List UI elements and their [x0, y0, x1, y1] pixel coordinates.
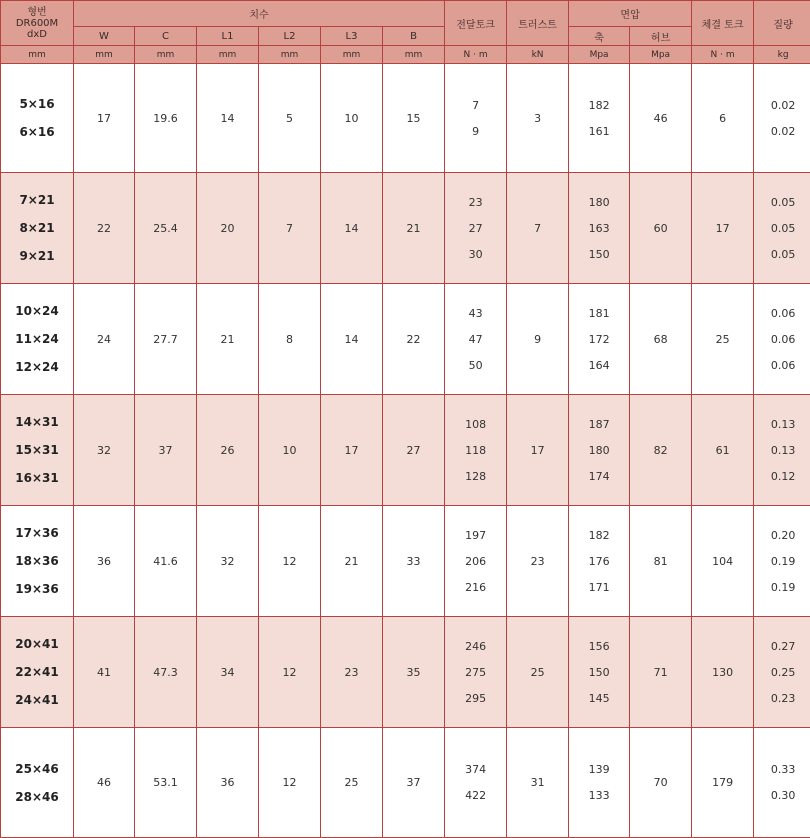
shaft-pressure-cell-value: 133	[569, 789, 629, 802]
col-header-hub: 허브	[630, 27, 692, 46]
thrust-cell: 17	[507, 395, 569, 506]
shaft-pressure-cell	[569, 395, 630, 506]
shaft-pressure-cell-value: 182	[569, 529, 629, 542]
model-header-line3: dxD	[1, 29, 73, 40]
torque-cell-value: 128	[445, 470, 506, 483]
l3-cell: 14	[321, 284, 383, 395]
model-cell	[1, 506, 74, 617]
mass-cell-value: 0.05	[754, 222, 810, 235]
hub-pressure-cell: 46	[630, 64, 692, 173]
thrust-cell: 9	[507, 284, 569, 395]
unit-shaft: Mpa	[569, 46, 630, 64]
model-cell-value: 5×16	[1, 97, 73, 111]
thrust-cell: 7	[507, 173, 569, 284]
shaft-pressure-cell	[569, 617, 630, 728]
l3-cell: 23	[321, 617, 383, 728]
hub-pressure-cell: 71	[630, 617, 692, 728]
torque-cell-value: 197	[445, 529, 506, 542]
w-cell: 24	[74, 284, 135, 395]
model-cell-value: 17×36	[1, 526, 73, 540]
torque-cell	[445, 728, 507, 838]
l1-cell: 26	[197, 395, 259, 506]
mass-cell	[754, 64, 810, 173]
w-cell: 22	[74, 173, 135, 284]
model-cell	[1, 64, 74, 173]
torque-cell-value: 23	[445, 196, 506, 209]
l2-cell: 7	[259, 173, 321, 284]
shaft-pressure-cell	[569, 506, 630, 617]
mass-cell-value: 0.02	[754, 99, 810, 112]
tightening-torque-cell: 179	[692, 728, 754, 838]
c-cell: 25.4	[135, 173, 197, 284]
shaft-pressure-cell-value: 161	[569, 125, 629, 138]
b-cell: 27	[383, 395, 445, 506]
mass-cell-value: 0.12	[754, 470, 810, 483]
table-row	[1, 173, 810, 284]
mass-cell-value: 0.05	[754, 248, 810, 261]
mass-cell-value: 0.19	[754, 581, 810, 594]
tightening-torque-cell: 61	[692, 395, 754, 506]
mass-cell	[754, 395, 810, 506]
torque-cell	[445, 284, 507, 395]
model-cell-value: 14×31	[1, 415, 73, 429]
l1-cell: 21	[197, 284, 259, 395]
torque-cell-value: 246	[445, 640, 506, 653]
l1-cell: 36	[197, 728, 259, 838]
model-cell-value: 16×31	[1, 471, 73, 485]
model-cell	[1, 173, 74, 284]
model-cell-value: 6×16	[1, 125, 73, 139]
shaft-pressure-cell-value: 156	[569, 640, 629, 653]
torque-cell-value: 295	[445, 692, 506, 705]
c-cell: 19.6	[135, 64, 197, 173]
unit-l3: mm	[321, 46, 383, 64]
unit-mass: kg	[754, 46, 810, 64]
pressure-group-header: 면압	[569, 1, 692, 27]
dimensions-group-header: 치수	[74, 1, 445, 27]
col-header-c: C	[135, 27, 197, 46]
l2-cell: 10	[259, 395, 321, 506]
torque-cell	[445, 395, 507, 506]
c-cell: 27.7	[135, 284, 197, 395]
model-cell-value: 9×21	[1, 249, 73, 263]
model-cell-value: 10×24	[1, 304, 73, 318]
l2-cell: 12	[259, 728, 321, 838]
mass-header: 질량	[754, 1, 810, 46]
model-cell-value: 28×46	[1, 790, 73, 804]
model-cell-value: 25×46	[1, 762, 73, 776]
table-row	[1, 284, 810, 395]
torque-cell-value: 216	[445, 581, 506, 594]
c-cell: 53.1	[135, 728, 197, 838]
tightening-torque-cell: 17	[692, 173, 754, 284]
mass-cell-value: 0.02	[754, 125, 810, 138]
unit-l1: mm	[197, 46, 259, 64]
b-cell: 35	[383, 617, 445, 728]
shaft-pressure-cell-value: 150	[569, 248, 629, 261]
l3-cell: 17	[321, 395, 383, 506]
hub-pressure-cell: 60	[630, 173, 692, 284]
unit-c: mm	[135, 46, 197, 64]
unit-b: mm	[383, 46, 445, 64]
model-header-line1: 형번	[1, 7, 73, 18]
table-row	[1, 506, 810, 617]
unit-hub: Mpa	[630, 46, 692, 64]
hub-pressure-cell: 82	[630, 395, 692, 506]
model-cell-value: 11×24	[1, 332, 73, 346]
torque-cell-value: 422	[445, 789, 506, 802]
unit-torque: N · m	[445, 46, 507, 64]
torque-cell-value: 43	[445, 307, 506, 320]
col-header-w: W	[74, 27, 135, 46]
hub-pressure-cell: 68	[630, 284, 692, 395]
torque-cell-value: 118	[445, 444, 506, 457]
w-cell: 32	[74, 395, 135, 506]
c-cell: 41.6	[135, 506, 197, 617]
mass-cell	[754, 506, 810, 617]
l3-cell: 25	[321, 728, 383, 838]
w-cell: 46	[74, 728, 135, 838]
model-cell-value: 18×36	[1, 554, 73, 568]
torque-cell-value: 50	[445, 359, 506, 372]
l1-cell: 32	[197, 506, 259, 617]
mass-cell-value: 0.20	[754, 529, 810, 542]
model-cell-value: 24×41	[1, 693, 73, 707]
model-cell-value: 20×41	[1, 637, 73, 651]
torque-cell-value: 27	[445, 222, 506, 235]
shaft-pressure-cell-value: 172	[569, 333, 629, 346]
torque-cell	[445, 173, 507, 284]
model-cell-value: 19×36	[1, 582, 73, 596]
shaft-pressure-cell-value: 180	[569, 444, 629, 457]
model-cell-value: 15×31	[1, 443, 73, 457]
torque-header: 전달토크	[445, 1, 507, 46]
mass-cell	[754, 284, 810, 395]
mass-cell-value: 0.25	[754, 666, 810, 679]
thrust-cell: 31	[507, 728, 569, 838]
shaft-pressure-cell-value: 163	[569, 222, 629, 235]
mass-cell-value: 0.05	[754, 196, 810, 209]
shaft-pressure-cell-value: 171	[569, 581, 629, 594]
mass-cell-value: 0.06	[754, 359, 810, 372]
torque-cell-value: 275	[445, 666, 506, 679]
table-row	[1, 617, 810, 728]
col-header-l3: L3	[321, 27, 383, 46]
thrust-cell: 25	[507, 617, 569, 728]
c-cell: 37	[135, 395, 197, 506]
model-cell-value: 12×24	[1, 360, 73, 374]
mass-cell	[754, 173, 810, 284]
unit-model: mm	[1, 46, 74, 64]
mass-cell-value: 0.27	[754, 640, 810, 653]
model-cell	[1, 617, 74, 728]
b-cell: 33	[383, 506, 445, 617]
model-cell	[1, 395, 74, 506]
shaft-pressure-cell-value: 150	[569, 666, 629, 679]
l3-cell: 14	[321, 173, 383, 284]
table-row	[1, 395, 810, 506]
l2-cell: 5	[259, 64, 321, 173]
torque-cell-value: 7	[445, 99, 506, 112]
torque-cell	[445, 64, 507, 173]
tightening-torque-cell: 25	[692, 284, 754, 395]
thrust-header: 트러스트	[507, 1, 569, 46]
mass-cell	[754, 728, 810, 838]
hub-pressure-cell: 81	[630, 506, 692, 617]
w-cell: 36	[74, 506, 135, 617]
b-cell: 22	[383, 284, 445, 395]
mass-cell-value: 0.13	[754, 418, 810, 431]
unit-w: mm	[74, 46, 135, 64]
tightening-torque-cell: 6	[692, 64, 754, 173]
tightening-torque-cell: 130	[692, 617, 754, 728]
torque-cell	[445, 506, 507, 617]
hub-pressure-cell: 70	[630, 728, 692, 838]
mass-cell	[754, 617, 810, 728]
tightening-torque-cell: 104	[692, 506, 754, 617]
mass-cell-value: 0.30	[754, 789, 810, 802]
model-cell-value: 7×21	[1, 193, 73, 207]
unit-l2: mm	[259, 46, 321, 64]
model-cell	[1, 284, 74, 395]
shaft-pressure-cell-value: 174	[569, 470, 629, 483]
l2-cell: 12	[259, 617, 321, 728]
shaft-pressure-cell-value: 139	[569, 763, 629, 776]
shaft-pressure-cell-value: 182	[569, 99, 629, 112]
torque-cell-value: 206	[445, 555, 506, 568]
shaft-pressure-cell-value: 180	[569, 196, 629, 209]
model-cell-value: 22×41	[1, 665, 73, 679]
w-cell: 17	[74, 64, 135, 173]
shaft-pressure-cell	[569, 728, 630, 838]
l3-cell: 10	[321, 64, 383, 173]
table-body	[1, 64, 810, 838]
torque-cell-value: 374	[445, 763, 506, 776]
unit-tightening-torque: N · m	[692, 46, 754, 64]
shaft-pressure-cell	[569, 64, 630, 173]
shaft-pressure-cell-value: 181	[569, 307, 629, 320]
b-cell: 37	[383, 728, 445, 838]
col-header-b: B	[383, 27, 445, 46]
col-header-l1: L1	[197, 27, 259, 46]
thrust-cell: 23	[507, 506, 569, 617]
shaft-pressure-cell-value: 187	[569, 418, 629, 431]
shaft-pressure-cell-value: 176	[569, 555, 629, 568]
model-header	[1, 1, 74, 46]
shaft-pressure-cell	[569, 284, 630, 395]
w-cell: 41	[74, 617, 135, 728]
l1-cell: 14	[197, 64, 259, 173]
model-cell	[1, 728, 74, 838]
thrust-cell: 3	[507, 64, 569, 173]
mass-cell-value: 0.13	[754, 444, 810, 457]
torque-cell-value: 47	[445, 333, 506, 346]
c-cell: 47.3	[135, 617, 197, 728]
torque-cell	[445, 617, 507, 728]
torque-cell-value: 30	[445, 248, 506, 261]
torque-cell-value: 9	[445, 125, 506, 138]
mass-cell-value: 0.06	[754, 307, 810, 320]
shaft-pressure-cell-value: 164	[569, 359, 629, 372]
table-row	[1, 64, 810, 173]
tightening-torque-header: 체결 토크	[692, 1, 754, 46]
shaft-pressure-cell-value: 145	[569, 692, 629, 705]
shaft-pressure-cell	[569, 173, 630, 284]
mass-cell-value: 0.23	[754, 692, 810, 705]
table-row	[1, 728, 810, 838]
l3-cell: 21	[321, 506, 383, 617]
mass-cell-value: 0.19	[754, 555, 810, 568]
l1-cell: 34	[197, 617, 259, 728]
col-header-shaft: 축	[569, 27, 630, 46]
mass-cell-value: 0.33	[754, 763, 810, 776]
l2-cell: 8	[259, 284, 321, 395]
l1-cell: 20	[197, 173, 259, 284]
mass-cell-value: 0.06	[754, 333, 810, 346]
model-cell-value: 8×21	[1, 221, 73, 235]
b-cell: 21	[383, 173, 445, 284]
l2-cell: 12	[259, 506, 321, 617]
unit-thrust: kN	[507, 46, 569, 64]
table-header	[1, 1, 810, 64]
col-header-l2: L2	[259, 27, 321, 46]
b-cell: 15	[383, 64, 445, 173]
model-header-line2: DR600M	[1, 18, 73, 29]
torque-cell-value: 108	[445, 418, 506, 431]
